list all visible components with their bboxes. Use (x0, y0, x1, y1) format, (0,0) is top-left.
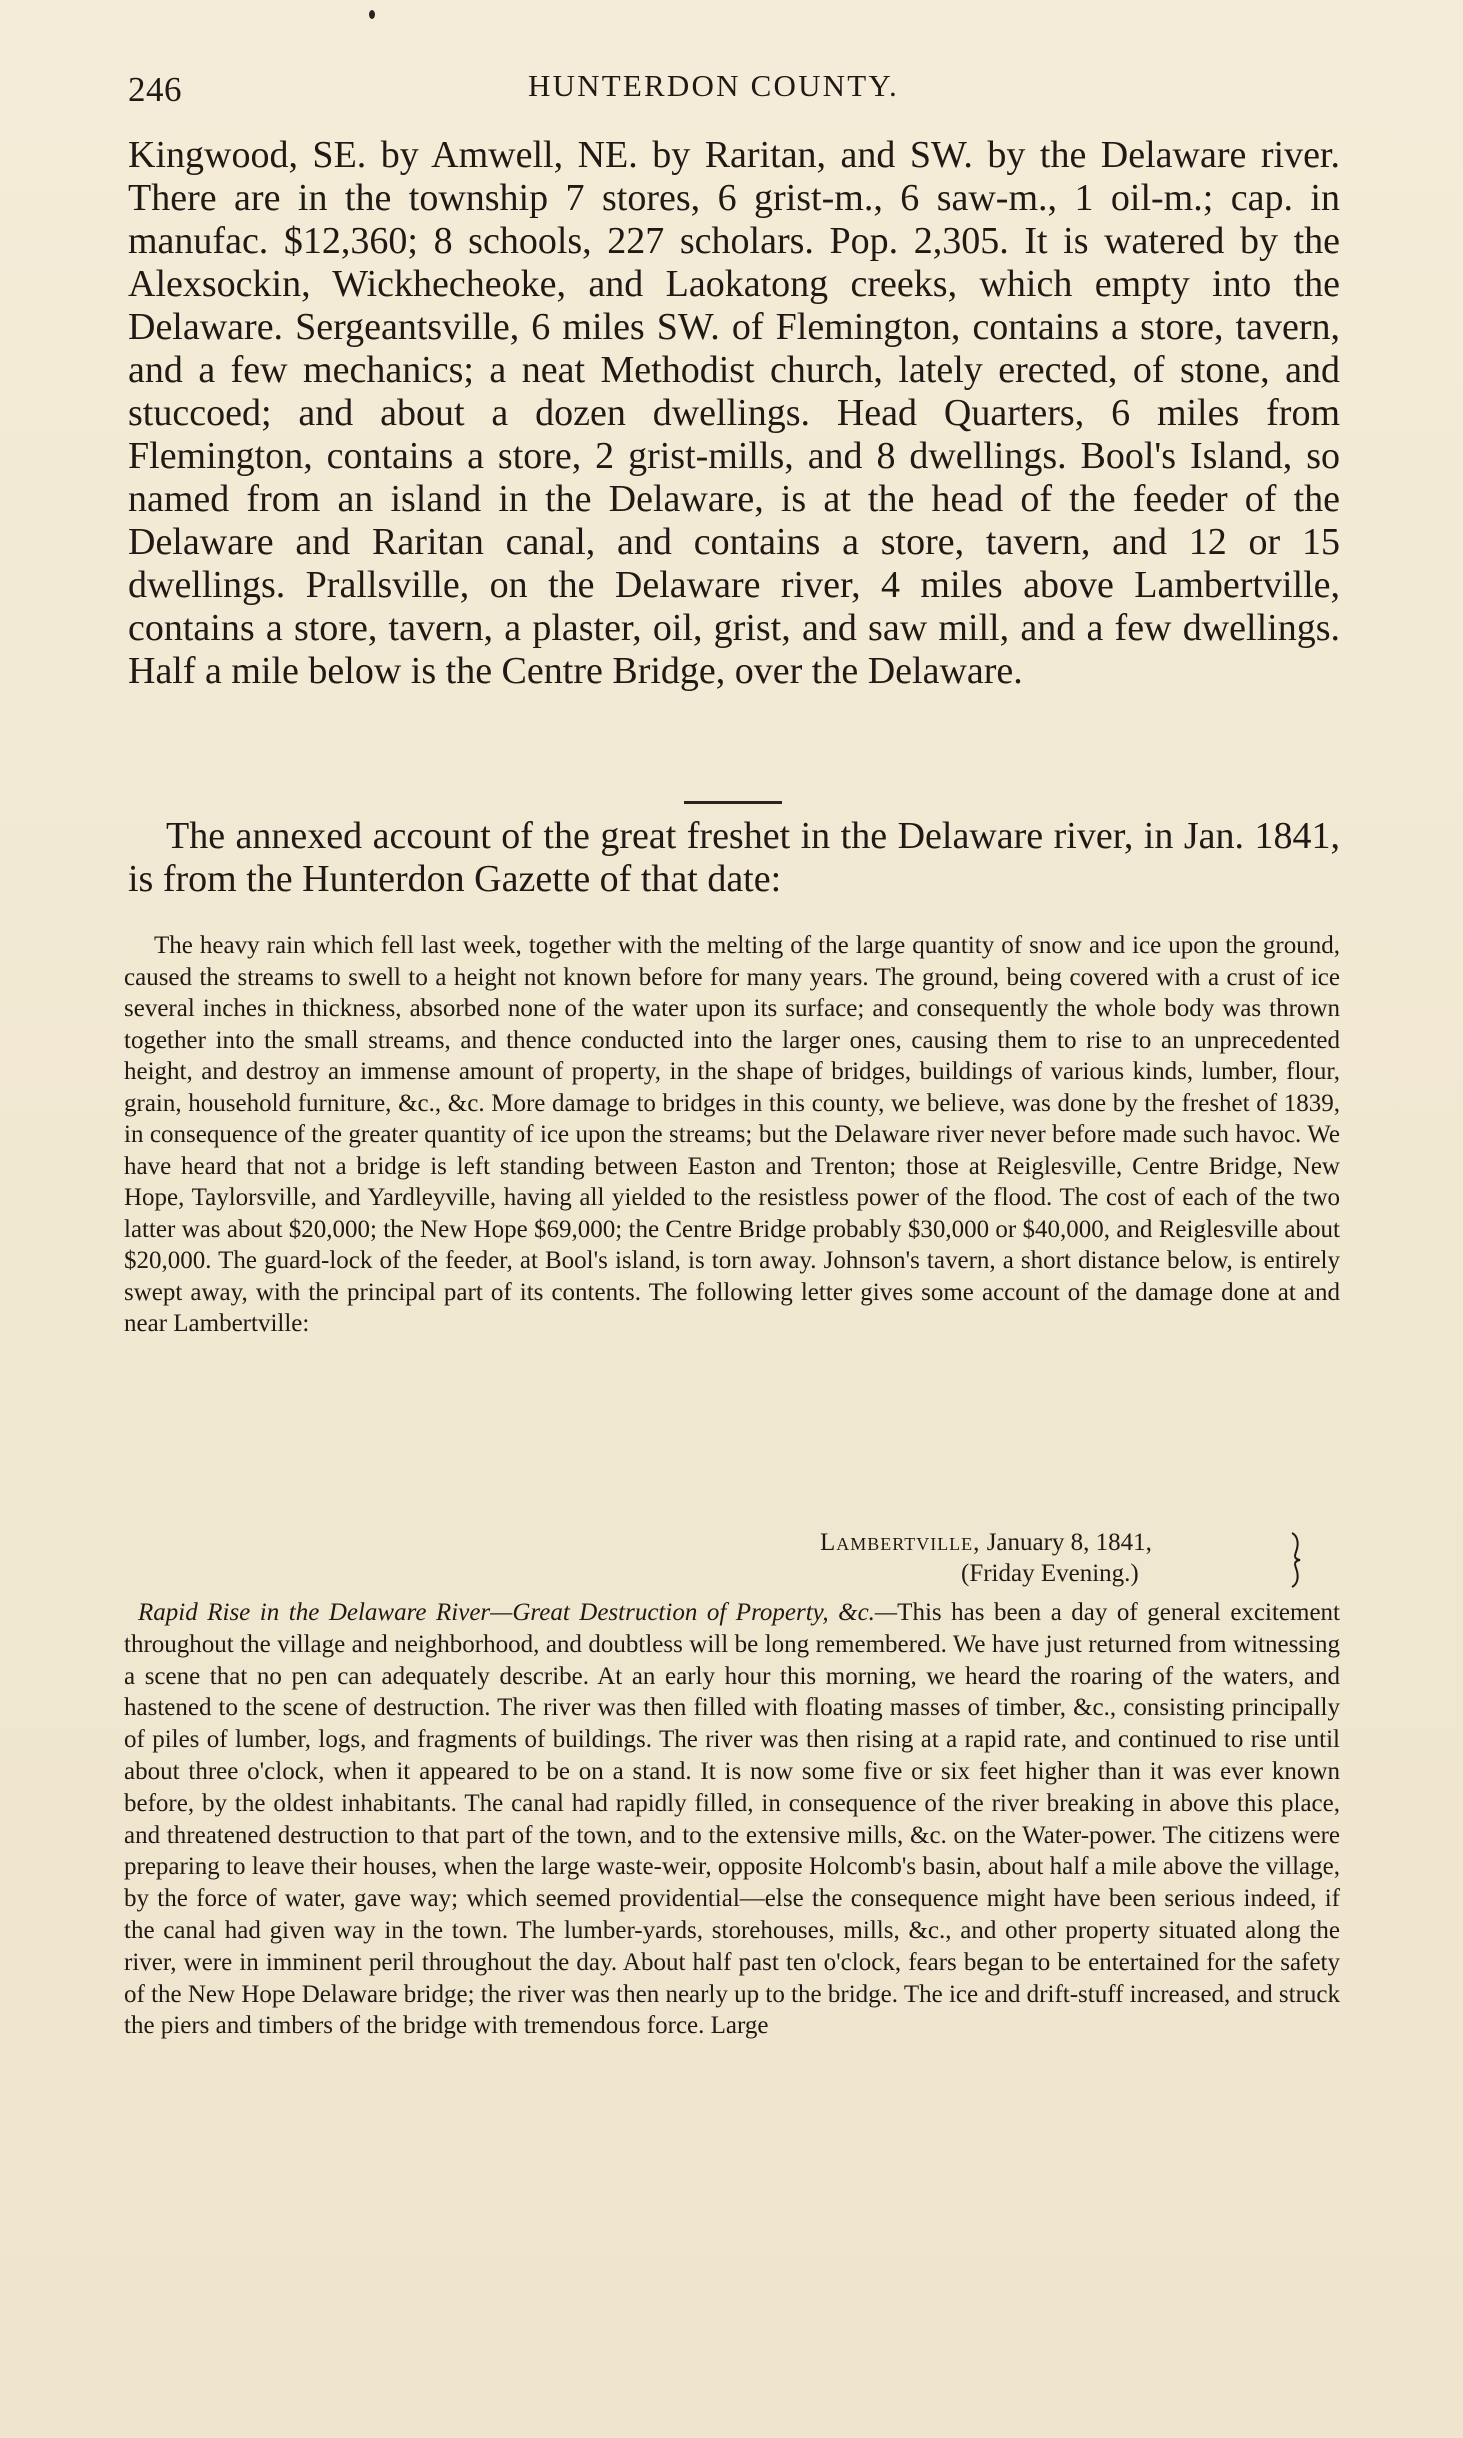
dateline-place: Lambertville, (820, 1529, 981, 1556)
running-title: HUNTERDON COUNTY. (528, 68, 899, 103)
letter-body: This has been a day of general excitement throughout the village and neighborhood, and doubtless will be long remembered. We have just returned from witnessing a scene that no pen can adequately describe. At an early hour this morning, we heard the roaring of the waters, and hastened to the scene of destruction. The river was then filled with floating masses of timber, &c., consisting principally of piles of lumber, logs, and fragments of buildings. The river was then rising at a rapid rate, and continued to rise until about three o'clock, when it appeared to be on a stand. It is now some five or six feet higher than it was ever known before, by the oldest inhabitants. The canal had rapidly filled, in consequence of the river breaking in above this place, and threatened destruction to that part of the town, and to the extensive mills, &c. on the Water-power. The citizens were preparing to leave their houses, when the large waste-weir, opposite Holcomb's basin, about half a mile above the village, by the force of water, gave way; which seemed providential—else the consequence might have been serious indeed, if the canal had given way in the town. The lumber-yards, storehouses, mills, &c., and other property situated along the river, were in imminent peril throughout the day. About half past ten o'clock, fears began to be entertained for the safety of the New Hope Delaware bridge; the river was then nearly up to the bridge. The ice and drift-stuff increased, and struck the piers and timbers of the bridge with tremendous force. Large (124, 1599, 1341, 2040)
gazette-quote-block (124, 930, 1340, 1340)
ink-speck (369, 10, 375, 19)
letter-heading: Rapid Rise in the Delaware River—Great Destruction of Property, &c.— (138, 1599, 898, 1626)
gazette-quote-paragraph: The heavy rain which fell last week, together with the melting of the large quantity of snow and ice upon the ground, caused the streams to swell to a height not known before for many years. The ground, being covered with a crust of ice several inches in thickness, absorbed none of the water upon its surface; and consequently the whole body was thrown together into the small streams, and thence conducted into the larger ones, causing them to rise to an unprecedented height, and destroy an immense amount of property, in the shape of bridges, buildings of various kinds, lumber, flour, grain, household furniture, &c., &c. More damage to bridges in this county, we believe, was done by the freshet of 1839, in consequence of the greater quantity of ice upon the streams; but the Delaware river never before made such havoc. We have heard that not a bridge is left standing between Easton and Trenton; those at Reiglesville, Centre Bridge, New Hope, Taylorsville, and Yardleyville, having all yielded to the resistless power of the flood. The cost of each of the two latter was about $20,000; the New Hope $69,000; the Centre Bridge probably $30,000 or $40,000, and Reiglesville about $20,000. The guard-lock of the feeder, at Bool's island, is torn away. Johnson's tavern, a short distance below, is entirely swept away, with the principal part of its contents. The following letter gives some account of the damage done at and near Lambertville: (124, 932, 1340, 1337)
dateline-line-1 (820, 1527, 1340, 1558)
letter-paragraph (124, 1597, 1340, 2042)
running-head (128, 66, 1340, 116)
main-paragraph: Kingwood, SE. by Amwell, NE. by Raritan, and SW. by the Delaware river. There are in the township 7 stores, 6 grist-m., 6 saw-m., 1 oil-m.; cap. in manufac. $12,360; 8 schools, 227 scholars. Pop. 2,305. It is watered by the Alexsockin, Wickhecheoke, and Laokatong creeks, which empty into the Delaware. Sergeantsville, 6 miles SW. of Flemington, contains a store, tavern, and a few mechanics; a neat Methodist church, lately erected, of stone, and stuccoed; and about a dozen dwellings. Head Quarters, 6 miles from Flemington, contains a store, 2 grist-mills, and 8 dwellings. Bool's Island, so named from an island in the Delaware, is at the head of the feeder of the Delaware and Raritan canal, and contains a store, tavern, and 12 or 15 dwellings. Prallsville, on the Delaware river, 4 miles above Lambertville, contains a store, tavern, a plaster, oil, grist, and saw mill, and a few dwellings. Half a mile below is the Centre Bridge, over the Delaware. (128, 134, 1340, 692)
page-number: 246 (128, 70, 182, 109)
main-paragraph-block (128, 134, 1340, 693)
section-divider (684, 801, 782, 804)
dateline-date: January 8, 1841, (986, 1529, 1152, 1556)
dateline-day: (Friday Evening.) (961, 1560, 1139, 1587)
intro-paragraph: The annexed account of the great freshet in the Delaware river, in Jan. 1841, is from the Hunterdon Gazette of that date: (128, 815, 1340, 900)
letter-dateline (820, 1527, 1340, 1589)
intro-paragraph-block (128, 815, 1340, 901)
right-brace-icon (1290, 1532, 1302, 1588)
letter-block (124, 1597, 1340, 2042)
